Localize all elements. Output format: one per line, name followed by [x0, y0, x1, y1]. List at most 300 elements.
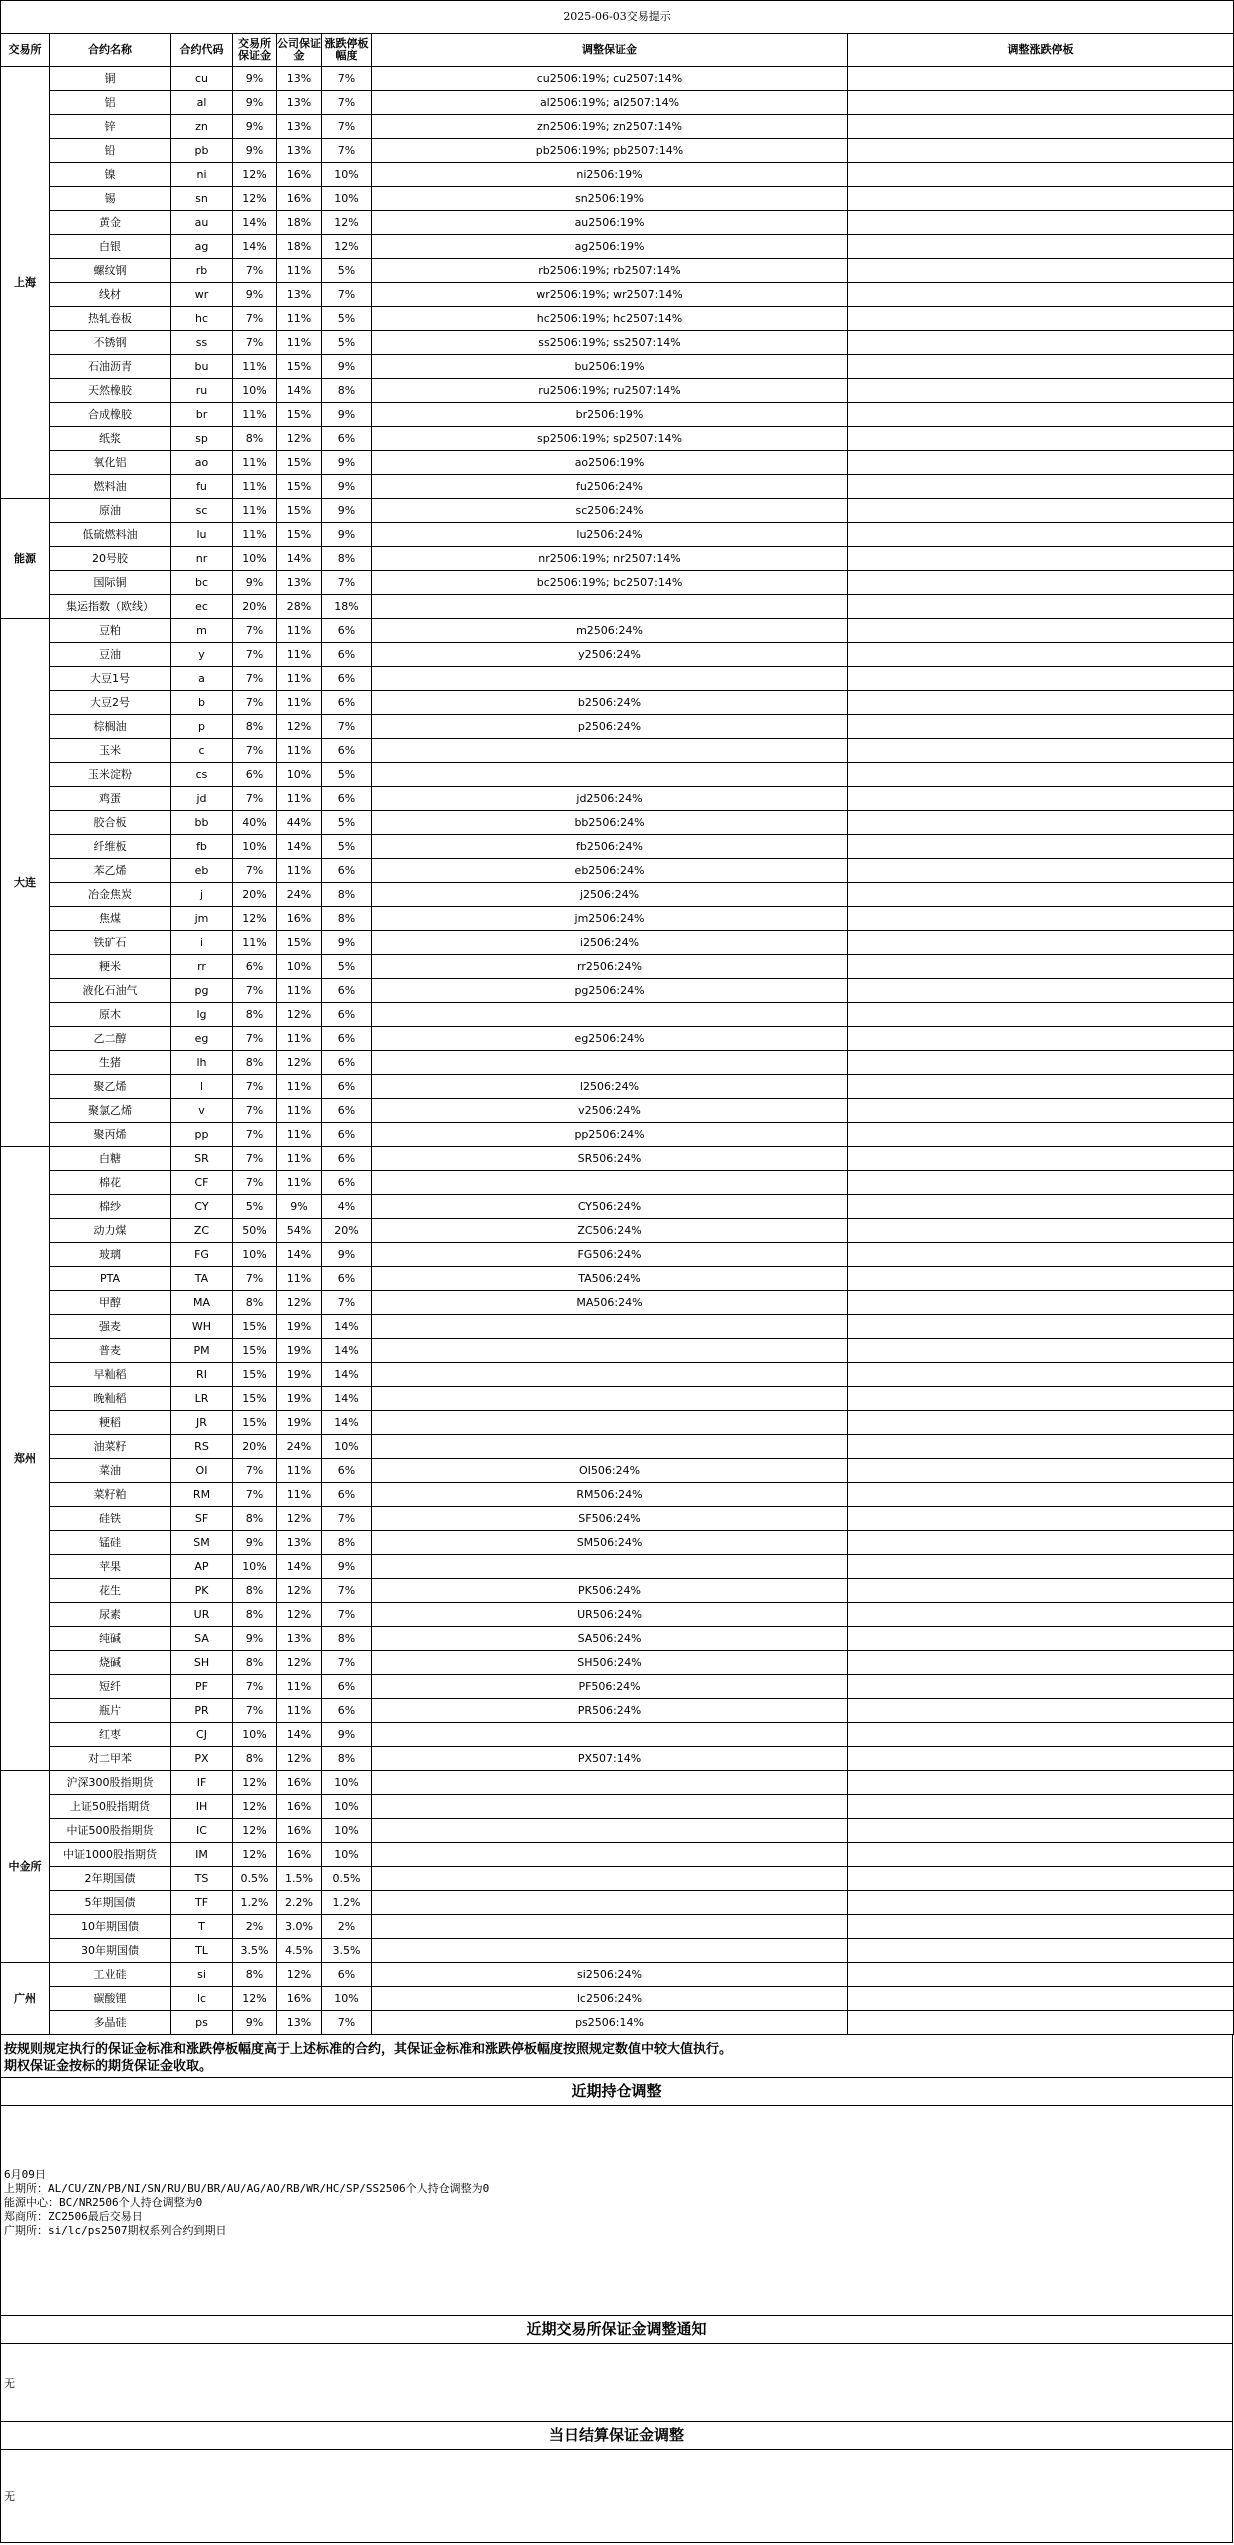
company-margin: 12% — [277, 715, 322, 739]
adjusted-limit — [848, 691, 1234, 715]
company-margin: 15% — [277, 475, 322, 499]
contract-name: 铁矿石 — [50, 931, 171, 955]
exchange-margin: 11% — [233, 499, 277, 523]
exchange-margin: 12% — [233, 1843, 277, 1867]
contract-code: ec — [171, 595, 233, 619]
table-row — [1, 1267, 1234, 1291]
limit-range: 18% — [322, 595, 372, 619]
company-margin: 13% — [277, 1531, 322, 1555]
table-row — [1, 427, 1234, 451]
adjusted-limit — [848, 715, 1234, 739]
adjusted-margin — [372, 1411, 848, 1435]
contract-code: WH — [171, 1315, 233, 1339]
table-row — [1, 547, 1234, 571]
company-margin: 12% — [277, 427, 322, 451]
exchange-margin: 9% — [233, 67, 277, 91]
exchange-margin: 8% — [233, 1579, 277, 1603]
contract-code: TL — [171, 1939, 233, 1963]
limit-range: 7% — [322, 1507, 372, 1531]
company-margin: 12% — [277, 1003, 322, 1027]
exchange-margin: 8% — [233, 1603, 277, 1627]
exchange-margin: 5% — [233, 1195, 277, 1219]
contract-code: hc — [171, 307, 233, 331]
table-row — [1, 139, 1234, 163]
contract-name: 聚氯乙烯 — [50, 1099, 171, 1123]
table-row — [1, 523, 1234, 547]
adjusted-limit — [848, 859, 1234, 883]
contract-code: al — [171, 91, 233, 115]
adjusted-limit — [848, 1555, 1234, 1579]
company-margin: 11% — [277, 859, 322, 883]
adjusted-margin: FG506:24% — [372, 1243, 848, 1267]
adjusted-margin — [372, 1843, 848, 1867]
contract-code: MA — [171, 1291, 233, 1315]
contract-code: CY — [171, 1195, 233, 1219]
table-row — [1, 763, 1234, 787]
adjusted-margin: lu2506:24% — [372, 523, 848, 547]
position-adjust-body — [1, 2106, 1232, 2316]
company-margin: 14% — [277, 1243, 322, 1267]
contract-code: SA — [171, 1627, 233, 1651]
company-margin: 11% — [277, 691, 322, 715]
contract-name: 上证50股指期货 — [50, 1795, 171, 1819]
adjusted-margin — [372, 1915, 848, 1939]
adjusted-margin: PX507:14% — [372, 1747, 848, 1771]
company-margin: 19% — [277, 1315, 322, 1339]
contract-code: ps — [171, 2011, 233, 2035]
adjusted-limit — [848, 523, 1234, 547]
adjusted-limit — [848, 979, 1234, 1003]
contract-code: IF — [171, 1771, 233, 1795]
contract-code: au — [171, 211, 233, 235]
exchange-margin: 12% — [233, 1795, 277, 1819]
table-row — [1, 403, 1234, 427]
header-adjusted-margin: 调整保证金 — [372, 34, 848, 67]
adjusted-margin: MA506:24% — [372, 1291, 848, 1315]
company-margin: 13% — [277, 115, 322, 139]
contract-code: RI — [171, 1363, 233, 1387]
exchange-margin: 10% — [233, 1243, 277, 1267]
company-margin: 12% — [277, 1291, 322, 1315]
adjusted-limit — [848, 1939, 1234, 1963]
limit-range: 6% — [322, 1963, 372, 1987]
contract-name: 中证500股指期货 — [50, 1819, 171, 1843]
adjusted-margin: br2506:19% — [372, 403, 848, 427]
contract-name: 聚乙烯 — [50, 1075, 171, 1099]
exchange-margin: 7% — [233, 307, 277, 331]
adjusted-limit — [848, 931, 1234, 955]
exchange-margin: 2% — [233, 1915, 277, 1939]
company-margin: 11% — [277, 1267, 322, 1291]
adjusted-margin: PR506:24% — [372, 1699, 848, 1723]
contract-code: v — [171, 1099, 233, 1123]
company-margin: 1.5% — [277, 1867, 322, 1891]
contract-code: rb — [171, 259, 233, 283]
company-margin: 12% — [277, 1963, 322, 1987]
company-margin: 12% — [277, 1051, 322, 1075]
limit-range: 7% — [322, 1291, 372, 1315]
exchange-margin: 1.2% — [233, 1891, 277, 1915]
contract-name: 30年期国债 — [50, 1939, 171, 1963]
table-row — [1, 1483, 1234, 1507]
contract-code: bu — [171, 355, 233, 379]
company-margin: 11% — [277, 1147, 322, 1171]
contract-name: 冶金焦炭 — [50, 883, 171, 907]
exchange-margin: 15% — [233, 1339, 277, 1363]
contract-code: OI — [171, 1459, 233, 1483]
exchange-notice-title: 近期交易所保证金调整通知 — [1, 2316, 1232, 2344]
exchange-margin: 15% — [233, 1315, 277, 1339]
limit-range: 7% — [322, 283, 372, 307]
adjusted-margin: bc2506:19%; bc2507:14% — [372, 571, 848, 595]
position-adjust-title: 近期持仓调整 — [1, 2078, 1232, 2106]
limit-range: 5% — [322, 835, 372, 859]
table-row — [1, 1843, 1234, 1867]
limit-range: 10% — [322, 163, 372, 187]
adjusted-margin — [372, 667, 848, 691]
limit-range: 6% — [322, 1051, 372, 1075]
exchange-margin: 10% — [233, 1555, 277, 1579]
contract-name: 短纤 — [50, 1675, 171, 1699]
contract-name: 豆油 — [50, 643, 171, 667]
table-row — [1, 235, 1234, 259]
adjusted-margin: SF506:24% — [372, 1507, 848, 1531]
adjusted-margin: si2506:24% — [372, 1963, 848, 1987]
company-margin: 15% — [277, 523, 322, 547]
limit-range: 7% — [322, 571, 372, 595]
contract-name: 线材 — [50, 283, 171, 307]
adjusted-margin: sn2506:19% — [372, 187, 848, 211]
adjusted-margin: rr2506:24% — [372, 955, 848, 979]
adjusted-margin: UR506:24% — [372, 1603, 848, 1627]
adjusted-limit — [848, 1267, 1234, 1291]
contract-code: pb — [171, 139, 233, 163]
adjusted-margin: j2506:24% — [372, 883, 848, 907]
company-margin: 11% — [277, 1075, 322, 1099]
limit-range: 6% — [322, 1483, 372, 1507]
settlement-title: 当日结算保证金调整 — [1, 2422, 1232, 2450]
contract-code: AP — [171, 1555, 233, 1579]
exchange-margin: 11% — [233, 451, 277, 475]
table-row — [1, 163, 1234, 187]
position-line: 上期所：AL/CU/ZN/PB/NI/SN/RU/BU/BR/AU/AG/AO/RB/WR/HC/SP/SS2506个人持仓调整为0 — [4, 2182, 490, 2195]
adjusted-margin — [372, 1363, 848, 1387]
company-margin: 12% — [277, 1603, 322, 1627]
exchange-margin: 20% — [233, 1435, 277, 1459]
contract-name: 工业硅 — [50, 1963, 171, 1987]
limit-range: 10% — [322, 1795, 372, 1819]
exchange-margin: 50% — [233, 1219, 277, 1243]
adjusted-limit — [848, 403, 1234, 427]
limit-range: 7% — [322, 139, 372, 163]
contract-name: 焦煤 — [50, 907, 171, 931]
company-margin: 24% — [277, 1435, 322, 1459]
limit-range: 6% — [322, 691, 372, 715]
contract-code: pg — [171, 979, 233, 1003]
contract-code: TF — [171, 1891, 233, 1915]
contract-name: 黄金 — [50, 211, 171, 235]
contract-name: 原木 — [50, 1003, 171, 1027]
adjusted-limit — [848, 1243, 1234, 1267]
position-line: 能源中心：BC/NR2506个人持仓调整为0 — [4, 2196, 203, 2209]
contract-name: 5年期国债 — [50, 1891, 171, 1915]
contract-name: 中证1000股指期货 — [50, 1843, 171, 1867]
limit-range: 8% — [322, 883, 372, 907]
contract-name: 生猪 — [50, 1051, 171, 1075]
company-margin: 16% — [277, 1987, 322, 2011]
exchange-margin: 11% — [233, 931, 277, 955]
company-margin: 19% — [277, 1411, 322, 1435]
adjusted-limit — [848, 1315, 1234, 1339]
exchange-margin: 8% — [233, 1747, 277, 1771]
contract-name: 玻璃 — [50, 1243, 171, 1267]
exchange-margin: 11% — [233, 475, 277, 499]
company-margin: 16% — [277, 1843, 322, 1867]
adjusted-margin: ao2506:19% — [372, 451, 848, 475]
adjusted-limit — [848, 1507, 1234, 1531]
exchange-margin: 9% — [233, 139, 277, 163]
table-row — [1, 331, 1234, 355]
contract-name: 白糖 — [50, 1147, 171, 1171]
contract-name: 螺纹钢 — [50, 259, 171, 283]
table-row — [1, 1243, 1234, 1267]
limit-range: 14% — [322, 1387, 372, 1411]
contract-name: 棉花 — [50, 1171, 171, 1195]
contract-name: 鸡蛋 — [50, 787, 171, 811]
table-row — [1, 355, 1234, 379]
limit-range: 7% — [322, 715, 372, 739]
exchange-name: 上海 — [1, 67, 50, 499]
contract-name: 氧化铝 — [50, 451, 171, 475]
adjusted-margin — [372, 763, 848, 787]
contract-code: PM — [171, 1339, 233, 1363]
adjusted-margin: lc2506:24% — [372, 1987, 848, 2011]
contract-code: l — [171, 1075, 233, 1099]
adjusted-limit — [848, 1579, 1234, 1603]
contract-name: 锰硅 — [50, 1531, 171, 1555]
contract-code: lu — [171, 523, 233, 547]
adjusted-margin: fb2506:24% — [372, 835, 848, 859]
adjusted-margin: hc2506:19%; hc2507:14% — [372, 307, 848, 331]
adjusted-margin — [372, 1555, 848, 1579]
contract-code: JR — [171, 1411, 233, 1435]
adjusted-limit — [848, 1915, 1234, 1939]
adjusted-margin: SH506:24% — [372, 1651, 848, 1675]
adjusted-limit — [848, 475, 1234, 499]
table-row — [1, 1555, 1234, 1579]
company-margin: 15% — [277, 451, 322, 475]
adjusted-limit — [848, 1891, 1234, 1915]
table-row — [1, 1435, 1234, 1459]
adjusted-limit — [848, 331, 1234, 355]
company-margin: 14% — [277, 1555, 322, 1579]
adjusted-limit — [848, 355, 1234, 379]
contract-name: 晚籼稻 — [50, 1387, 171, 1411]
header-company-margin: 公司保证金 — [277, 34, 322, 67]
limit-range: 7% — [322, 1603, 372, 1627]
limit-range: 9% — [322, 1243, 372, 1267]
adjusted-limit — [848, 1051, 1234, 1075]
adjusted-limit — [848, 1699, 1234, 1723]
contract-code: SH — [171, 1651, 233, 1675]
limit-range: 9% — [322, 475, 372, 499]
contract-name: 强麦 — [50, 1315, 171, 1339]
company-margin: 16% — [277, 163, 322, 187]
contract-code: eb — [171, 859, 233, 883]
limit-range: 6% — [322, 427, 372, 451]
company-margin: 4.5% — [277, 1939, 322, 1963]
table-row — [1, 1627, 1234, 1651]
contract-name: 甲醇 — [50, 1291, 171, 1315]
company-margin: 44% — [277, 811, 322, 835]
adjusted-limit — [848, 1003, 1234, 1027]
exchange-notice-body: 无 — [1, 2344, 1232, 2422]
table-row — [1, 1339, 1234, 1363]
adjusted-margin: PK506:24% — [372, 1579, 848, 1603]
limit-range: 9% — [322, 1555, 372, 1579]
contract-name: 油菜籽 — [50, 1435, 171, 1459]
adjusted-margin: pp2506:24% — [372, 1123, 848, 1147]
adjusted-margin: fu2506:24% — [372, 475, 848, 499]
table-row — [1, 1099, 1234, 1123]
adjusted-limit — [848, 763, 1234, 787]
contract-name: 硅铁 — [50, 1507, 171, 1531]
exchange-margin: 9% — [233, 283, 277, 307]
notes-section — [0, 2035, 1233, 2543]
contract-code: nr — [171, 547, 233, 571]
company-margin: 16% — [277, 1795, 322, 1819]
limit-range: 4% — [322, 1195, 372, 1219]
contract-code: pp — [171, 1123, 233, 1147]
exchange-margin: 10% — [233, 547, 277, 571]
contract-code: eg — [171, 1027, 233, 1051]
limit-range: 8% — [322, 1627, 372, 1651]
company-margin: 11% — [277, 1123, 322, 1147]
table-row — [1, 1651, 1234, 1675]
table-row — [1, 499, 1234, 523]
exchange-name: 中金所 — [1, 1771, 50, 1963]
exchange-margin: 12% — [233, 1771, 277, 1795]
exchange-margin: 7% — [233, 1123, 277, 1147]
contract-name: 烧碱 — [50, 1651, 171, 1675]
company-margin: 9% — [277, 1195, 322, 1219]
contract-name: 锡 — [50, 187, 171, 211]
exchange-name: 能源 — [1, 499, 50, 619]
contract-code: j — [171, 883, 233, 907]
contract-code: TS — [171, 1867, 233, 1891]
exchange-margin: 8% — [233, 1963, 277, 1987]
adjusted-margin: al2506:19%; al2507:14% — [372, 91, 848, 115]
exchange-margin: 7% — [233, 667, 277, 691]
exchange-margin: 7% — [233, 331, 277, 355]
table-row — [1, 451, 1234, 475]
adjusted-margin: bu2506:19% — [372, 355, 848, 379]
contract-name: 粳米 — [50, 955, 171, 979]
table-row — [1, 259, 1234, 283]
exchange-margin: 8% — [233, 1291, 277, 1315]
limit-range: 10% — [322, 1819, 372, 1843]
adjusted-limit — [848, 499, 1234, 523]
exchange-margin: 7% — [233, 1267, 277, 1291]
contract-name: 沪深300股指期货 — [50, 1771, 171, 1795]
company-margin: 14% — [277, 379, 322, 403]
exchange-margin: 7% — [233, 1075, 277, 1099]
contract-name: 瓶片 — [50, 1699, 171, 1723]
table-row — [1, 691, 1234, 715]
limit-range: 6% — [322, 1003, 372, 1027]
limit-range: 6% — [322, 1123, 372, 1147]
adjusted-margin — [372, 1171, 848, 1195]
adjusted-limit — [848, 643, 1234, 667]
adjusted-limit — [848, 307, 1234, 331]
adjusted-margin: OI506:24% — [372, 1459, 848, 1483]
contract-name: 集运指数（欧线） — [50, 595, 171, 619]
adjusted-margin: sc2506:24% — [372, 499, 848, 523]
adjusted-margin: PF506:24% — [372, 1675, 848, 1699]
exchange-margin: 7% — [233, 1699, 277, 1723]
position-line: 广期所：si/lc/ps2507期权系列合约到期日 — [4, 2224, 227, 2237]
company-margin: 11% — [277, 643, 322, 667]
contract-code: RM — [171, 1483, 233, 1507]
adjusted-limit — [848, 739, 1234, 763]
table-row — [1, 1795, 1234, 1819]
adjusted-margin: m2506:24% — [372, 619, 848, 643]
exchange-margin: 7% — [233, 859, 277, 883]
table-row — [1, 595, 1234, 619]
table-row — [1, 1507, 1234, 1531]
adjusted-margin: ni2506:19% — [372, 163, 848, 187]
contract-name: 纯碱 — [50, 1627, 171, 1651]
adjusted-limit — [848, 835, 1234, 859]
company-margin: 3.0% — [277, 1915, 322, 1939]
contract-code: SF — [171, 1507, 233, 1531]
adjusted-margin — [372, 1723, 848, 1747]
table-row — [1, 1219, 1234, 1243]
exchange-margin: 12% — [233, 907, 277, 931]
contract-name: 对二甲苯 — [50, 1747, 171, 1771]
adjusted-limit — [848, 1387, 1234, 1411]
rule-line-1: 按规则规定执行的保证金标准和涨跌停板幅度高于上述标准的合约，其保证金标准和涨跌停板幅度按照规定数值中较大值执行。 — [4, 2042, 733, 2057]
adjusted-margin — [372, 739, 848, 763]
contract-code: cs — [171, 763, 233, 787]
table-row — [1, 1963, 1234, 1987]
adjusted-limit — [848, 1363, 1234, 1387]
adjusted-limit — [848, 1339, 1234, 1363]
contract-name: 镍 — [50, 163, 171, 187]
company-margin: 2.2% — [277, 1891, 322, 1915]
header-limit-range: 涨跌停板幅度 — [322, 34, 372, 67]
contract-name: 碳酸锂 — [50, 1987, 171, 2011]
limit-range: 5% — [322, 955, 372, 979]
table-row — [1, 1939, 1234, 1963]
contract-code: fb — [171, 835, 233, 859]
exchange-margin: 7% — [233, 1147, 277, 1171]
company-margin: 10% — [277, 955, 322, 979]
contract-code: sp — [171, 427, 233, 451]
limit-range: 6% — [322, 643, 372, 667]
adjusted-margin — [372, 1387, 848, 1411]
exchange-name: 郑州 — [1, 1147, 50, 1771]
adjusted-limit — [848, 1675, 1234, 1699]
header-exchange-margin: 交易所保证金 — [233, 34, 277, 67]
limit-range: 6% — [322, 1699, 372, 1723]
table-row — [1, 883, 1234, 907]
contract-code: ru — [171, 379, 233, 403]
company-margin: 15% — [277, 499, 322, 523]
contract-name: 聚丙烯 — [50, 1123, 171, 1147]
contract-code: c — [171, 739, 233, 763]
limit-range: 9% — [322, 499, 372, 523]
